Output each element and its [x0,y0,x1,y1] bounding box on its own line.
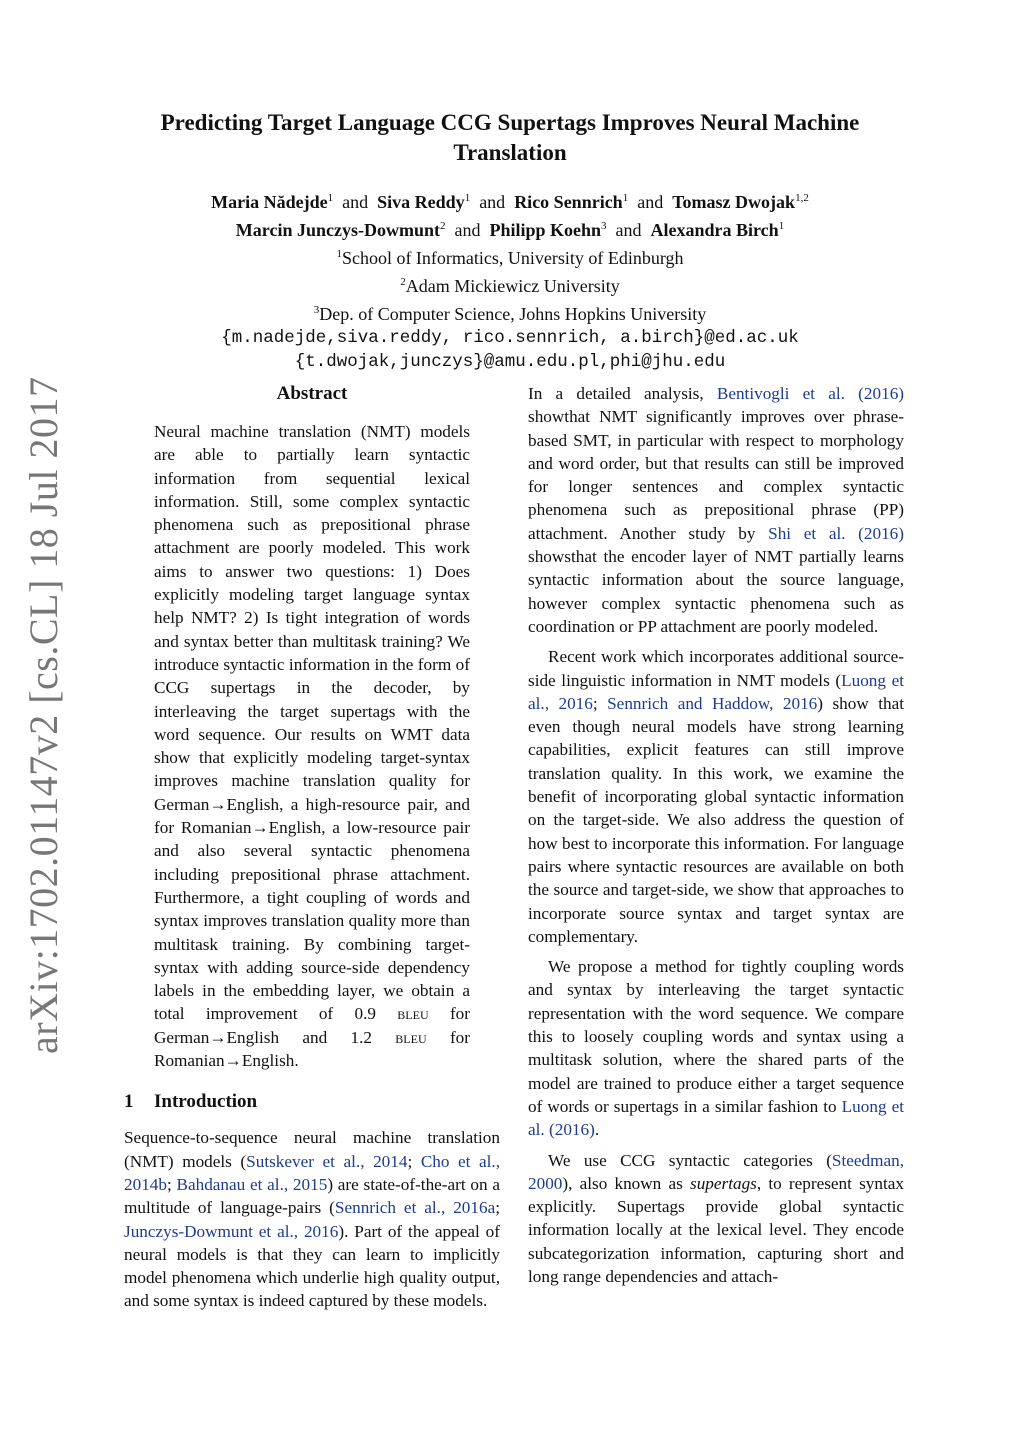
text-span: ) are state-of-the-art on a multitude of language-pairs ( [124,1174,500,1218]
citation-link[interactable]: Luong et al., 2016 [528,670,904,713]
text-span: ; [592,693,608,713]
citation-link[interactable]: Sutskever et al., 2014 [246,1151,408,1171]
paper-title: Predicting Target Language CCG Supertags Improves Neural Machine Translation [160,110,860,165]
intro-paragraph-2 [528,645,904,948]
abstract-span: for Romanian→English. [154,1027,470,1071]
intro-paragraph-3 [528,955,904,1141]
citation-link[interactable]: Shi et al. (2016) [768,523,904,543]
text-span: ). Part of the appeal of neural models is that they can learn to implicitly model phenomena which underlie high quality output, and some syntax is indeed captured by these models. [124,1221,500,1311]
author-affiliation: 2 [439,220,446,232]
affiliation-number: 2 [400,276,406,288]
abstract-heading: Abstract [276,383,348,404]
text-span: that NMT significantly improves over phrase-based SMT, in particular with respect to morphology and word order, but that results can still be improved for longer sentences and complex syntactic phenomena such as prepositional phrase (PP) attachment. Another study by [528,407,904,543]
affiliation-text: School of Informatics, University of Edinburgh [341,248,684,268]
citation-link[interactable]: Cho et al., 2014b [124,1151,501,1194]
author-name: Alexandra Birch [650,220,779,240]
author-name: Philipp Koehn [489,220,602,240]
intro-paragraph-4 [528,1149,904,1289]
text-span: show [528,407,565,427]
text-span: Sequence-to-sequence neural machine translation (NMT) models ( [124,1128,500,1171]
text-span: ) show that even though neural models have strong learning capabilities, explicit features can still improve translation quality. In this work, we examine the benefit of incorporating global syntactic information on the target-side. We also address the question of how best to incorporate this information. For language pairs where syntactic resources are available on both the source and target-side, we show that approaches to incorporate source syntax and target syntax are complementary. [528,693,905,946]
text-span: ; [495,1198,500,1218]
author-affiliation: 1 [464,192,471,204]
arxiv-sidebar-stamp: arXiv:1702.01147v2 [cs.CL] 18 Jul 2017 [21,376,66,1054]
bleu-metric: bleu [395,1027,427,1047]
abstract-span: Neural machine translation (NMT) models are able to partially learn syntactic information from sequential lexical information. Still, some complex syntactic phenomena such as prepositional phrase attachment are poorly modeled. This work aims to answer two questions: 1) Does explicitly modeling target language syntax help NMT? 2) Is tight integration of words and syntax better than multitask training? We introduce syntactic information in the form of CCG supertags in the decoder, by interleaving the target supertags with the word sequence. Our results on WMT data show that explicitly modeling target-syntax improves machine translation quality for German→English, a high-resource pair, and for Romanian→English, a low-resource pair and also several syntactic phenomena including prepositional phrase attachment. Furthermore, a tight coupling of words and syntax improves translation quality more than multitask training. By combining target-syntax with adding source-side dependency labels in the embedding layer, we obtain a total improvement of 0.9 [154,422,470,1024]
author-affiliation: 1,2 [795,192,809,204]
author-name: Rico Sennrich [514,192,623,212]
author-line-2 [110,214,910,242]
text-span: that the encoder layer of NMT partially learns syntactic information about the source language, however complex syntactic phenomena such as coordination or PP attachment are poorly modeled. [528,547,904,636]
text-span: , to represent syntax explicitly. Supertags provide global syntactic information locally at the lexical level. They encode subcategorization information, capturing short and long range dependencies and attach- [528,1173,904,1286]
and-separator: and [615,220,642,240]
intro-paragraph-1-part-b [528,382,904,638]
intro-paragraph-1-part-a [124,1126,500,1312]
and-separator: and [454,220,481,240]
and-separator: and [637,192,664,212]
text-span: ; [407,1151,421,1171]
author-name: Siva Reddy [377,192,465,212]
text-span: shows [528,547,571,567]
email-line-2: {t.dwojak,junczys}@amu.edu.pl,phi@jhu.edu [294,352,726,372]
bleu-metric: bleu [397,1004,429,1024]
affiliation-number: 3 [313,304,320,316]
affiliation-2 [110,270,910,298]
author-affiliation: 1 [778,220,785,232]
author-name: Maria Nădejde [211,192,328,212]
affiliation-number: 1 [336,248,342,260]
citation-link[interactable]: Luong et al. (2016) [528,1096,904,1140]
section-number: 1 [124,1091,134,1113]
author-affiliation: 3 [601,220,607,232]
citation-link[interactable]: Junczys-Dowmunt et al., 2016 [124,1221,339,1241]
author-affiliation: 1 [327,192,334,204]
abstract-text [154,420,470,1072]
text-span: We use CCG syntactic categories ( [548,1150,832,1170]
and-separator: and [479,192,506,212]
header [110,108,910,374]
author-list [110,186,910,242]
and-separator: and [342,192,369,212]
right-column [528,382,904,1288]
affiliation-text: Dep. of Computer Science, Johns Hopkins University [319,304,707,324]
text-span: ; [166,1174,177,1194]
affiliation-1 [110,242,910,270]
left-column [124,382,500,1313]
author-name: Tomasz Dwojak [672,192,796,212]
affiliation-3 [110,298,910,326]
author-name: Marcin Junczys-Dowmunt [235,220,440,240]
text-span: In a detailed analysis, [528,384,717,403]
section-heading-introduction [124,1090,500,1114]
text-span: We propose a method for tightly coupling words and syntax by interleaving the target syntactic representation with the word sequence. We compare this to loosely coupling words and syntax using a multitask solution, where the shared parts of the model are trained to produce either a target sequence of words or supertags in a similar fashion to [528,957,904,1116]
section-title: Introduction [154,1091,258,1113]
affiliation-text: Adam Mickiewicz University [405,276,620,296]
citation-link[interactable]: Sennrich and Haddow, 2016 [607,693,818,713]
citation-link[interactable]: Bentivogli et al. (2016) [716,384,905,403]
text-span: Recent work which incorporates additional source-side linguistic information in NMT models ( [528,647,904,690]
author-affiliation: 1 [622,192,629,204]
text-span: ), also known as [562,1173,690,1193]
text-span: . [594,1120,600,1140]
citation-link[interactable]: Bahdanau et al., 2015 [176,1174,328,1194]
citation-link[interactable]: Steedman, 2000 [528,1150,904,1193]
emphasis-supertags: supertags [690,1173,757,1193]
abstract-span: for German→English and 1.2 [154,1004,471,1047]
author-line-1 [110,186,910,214]
citation-link[interactable]: Sennrich et al., 2016a [334,1198,496,1218]
email-line-1: {m.nadejde,siva.reddy, rico.sennrich, a.birch}@ed.ac.uk [221,328,799,348]
